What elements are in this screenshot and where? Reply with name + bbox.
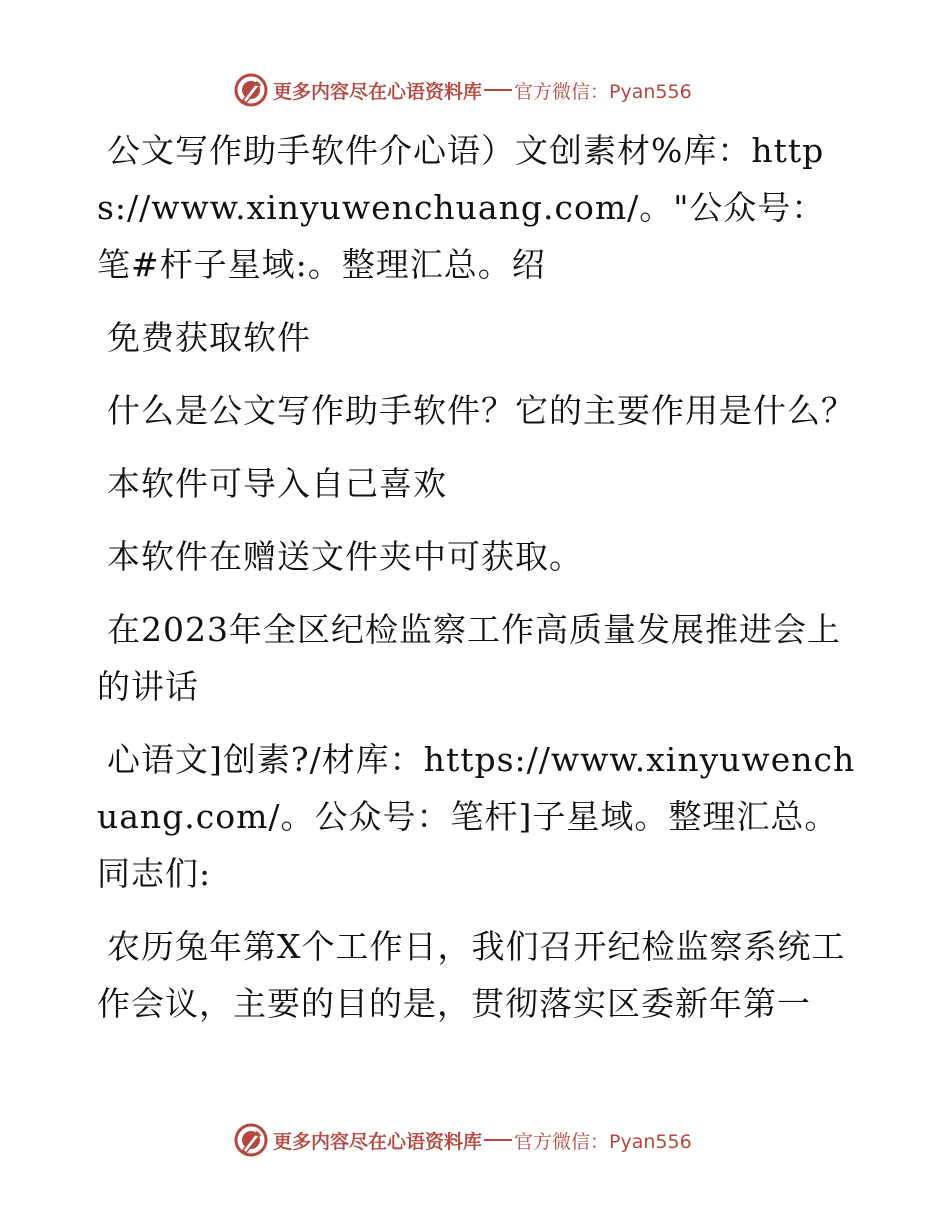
pen-logo-icon [233, 1122, 269, 1158]
paragraph: 公文写作助手软件介心语）文创素材%库：https://www.xinyuwenchuang.com/。"公众号：笔#杆子星域:。整理汇总。绍 [97, 131, 826, 284]
paragraph-title: 在2023年全区纪检监察工作高质量发展推进会上的讲话 [97, 610, 841, 706]
paragraph: 免费获取软件 [107, 318, 311, 357]
paragraph: 本软件在赠送文件夹中可获取。 [107, 537, 583, 576]
footer-banner [233, 1120, 753, 1160]
banner-separator [484, 89, 512, 91]
paragraph: 农历兔年第X个工作日，我们召开纪检监察系统工作会议，主要的目的是，贯彻落实区委新年第一 [97, 927, 846, 1023]
paragraph: 心语文]创素?/材库：https://www.xinyuwenchuang.com/。公众号：笔杆]子星域。整理汇总。同志们: [97, 740, 856, 893]
header-banner [233, 70, 753, 110]
banner-separator [484, 1139, 512, 1141]
pen-logo-icon [233, 72, 269, 108]
banner-wechat-text: 官方微信：Pyan556 [514, 80, 692, 103]
document-body [97, 122, 857, 1048]
paragraph: 本软件可导入自己喜欢 [107, 464, 447, 503]
banner-main-text: 更多内容尽在心语资料库 [273, 80, 483, 103]
paragraph: 什么是公文写作助手软件？它的主要作用是什么？ [107, 391, 855, 430]
banner-wechat-text: 官方微信：Pyan556 [514, 1130, 692, 1153]
banner-main-text: 更多内容尽在心语资料库 [273, 1130, 483, 1153]
